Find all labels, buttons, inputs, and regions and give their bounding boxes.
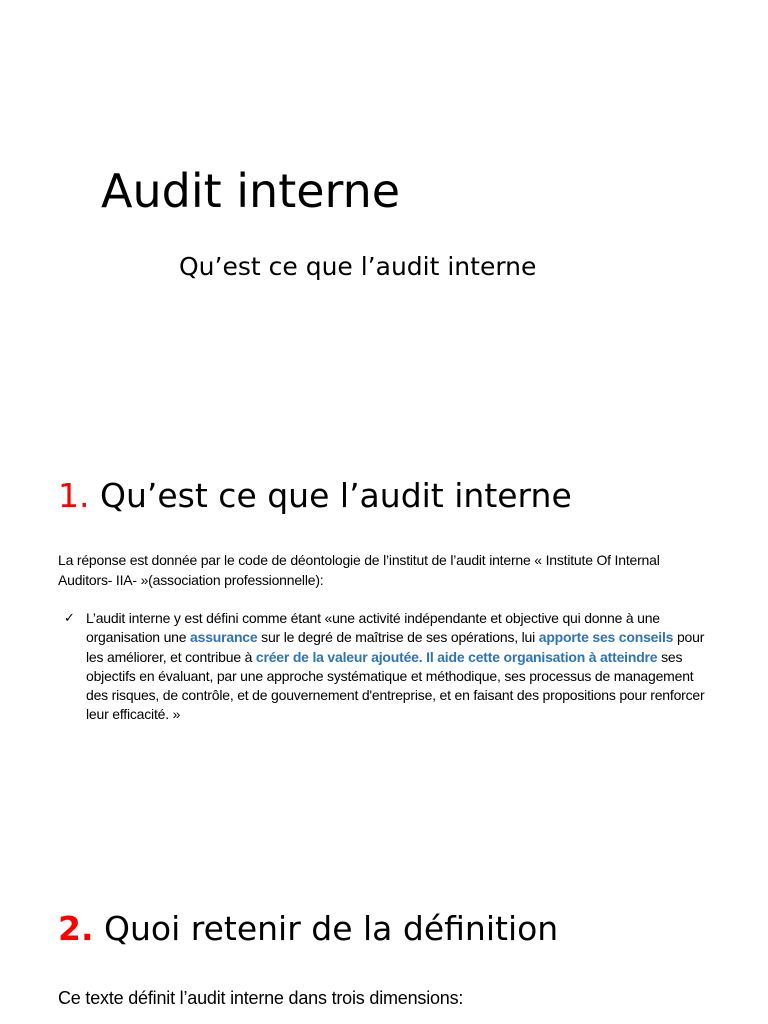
section-2-number: 2.	[58, 909, 94, 948]
definition-part-4: ses objectifs en évaluant, par une approche systématique et méthodique, ses processus de management des risques, de contrôle, et de gouvernement d'entreprise, et en faisant des propositions pour renforcer leur efficacité. »	[86, 648, 705, 723]
definition-part-2: sur le degré de maîtrise de ses opérations, lui	[257, 629, 539, 646]
highlight-valeur-ajoutee: créer de la valeur ajoutée. Il aide cette organisation à atteindre	[255, 648, 658, 665]
section-1-title: Qu’est ce que l’audit interne	[100, 476, 572, 515]
section-2-heading	[58, 907, 558, 951]
definition-item	[64, 609, 714, 725]
definition-part-3: pour les améliorer, et contribue à	[86, 629, 705, 665]
highlight-conseils: apporte ses conseils	[538, 629, 674, 646]
section-1-heading	[58, 474, 572, 518]
section-1-number: 1.	[58, 476, 90, 515]
section-1-intro: La réponse est donnée par le code de déontologie de l’institut de l’audit interne « Institute Of Internal Auditors- IIA- »(association professionnelle):	[58, 552, 660, 588]
section-2-title: Quoi retenir de la définition	[104, 909, 559, 948]
section-2-text: Ce texte définit l’audit interne dans trois dimensions:	[58, 988, 464, 1008]
check-icon: ✓	[64, 611, 75, 626]
highlight-assurance: assurance	[190, 629, 258, 646]
definition-list	[64, 609, 714, 725]
page-subtitle: Qu’est ce que l’audit interne	[179, 252, 537, 281]
definition-text	[86, 609, 714, 725]
page-title: Audit interne	[101, 164, 401, 218]
definition-part-1: L’audit interne y est défini comme étant «une activité indépendante et objective qui donne à une organisation une	[86, 610, 660, 646]
